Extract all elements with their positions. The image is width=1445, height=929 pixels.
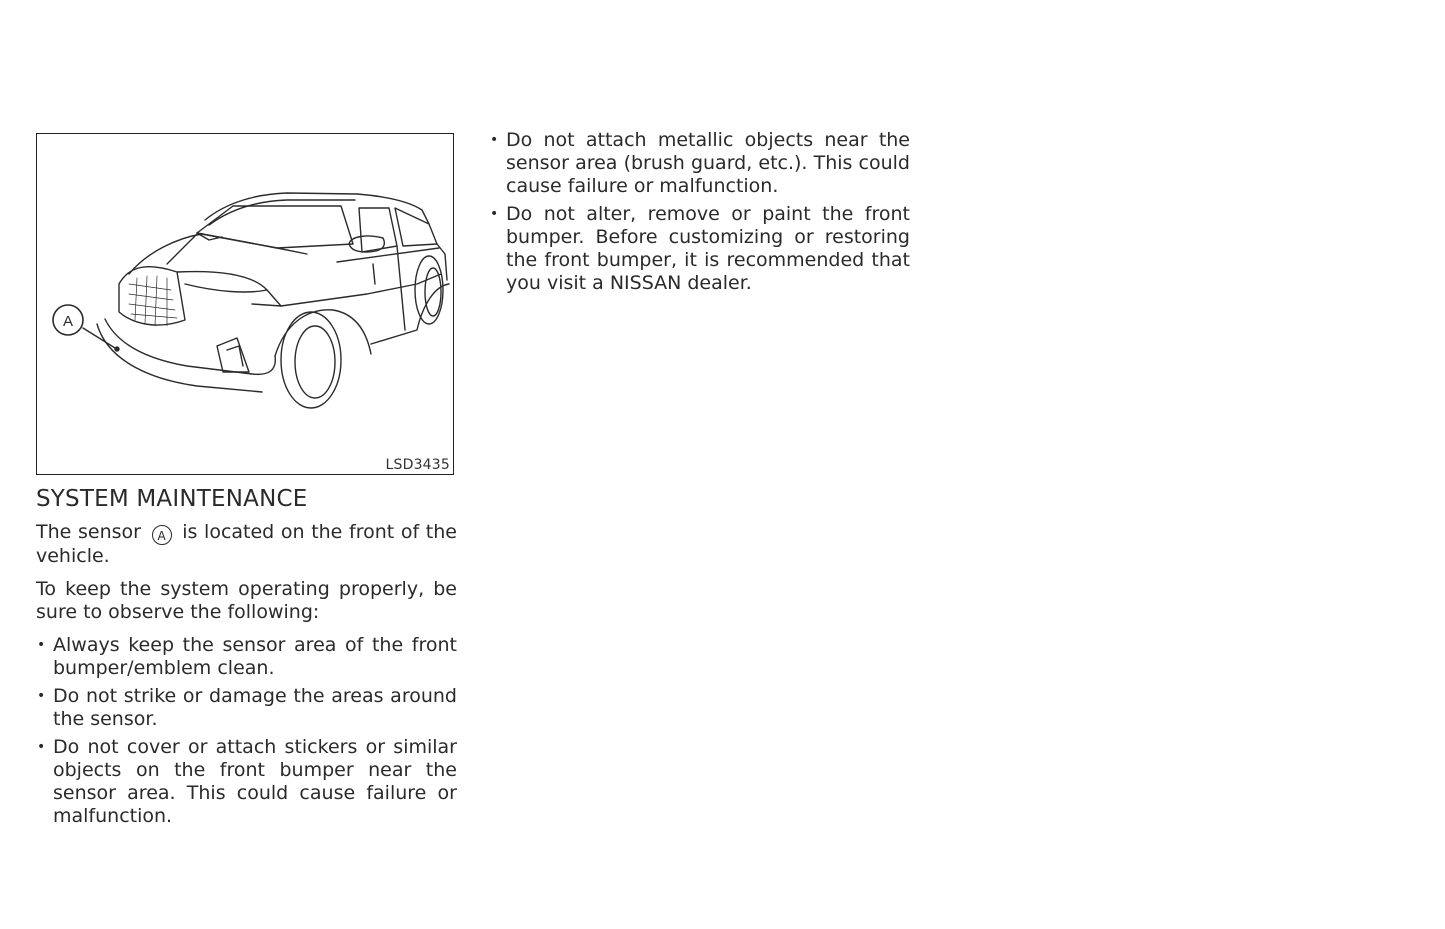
list-item — [36, 685, 457, 731]
left-bullet-list — [36, 634, 457, 828]
bullet-dot: • — [37, 688, 46, 704]
observe-paragraph: To keep the system operating properly, be sure to observe the following: — [36, 578, 457, 623]
car-illustration-figure — [36, 133, 454, 475]
bullet-dot: • — [490, 206, 499, 222]
list-item — [36, 736, 457, 828]
list-item — [489, 129, 910, 198]
sensor-location-paragraph — [36, 521, 457, 568]
list-item-text: Do not alter, remove or paint the front bumper. Before customizing or restoring the front bumper, it is recommended that you visit a NISSAN dealer. — [506, 203, 910, 294]
bullet-dot: • — [490, 132, 499, 148]
list-item — [36, 634, 457, 680]
para1-before: The sensor — [36, 521, 141, 543]
section-heading: SYSTEM MAINTENANCE — [36, 486, 308, 512]
callout-a-label: A — [62, 313, 74, 330]
list-item-text: Always keep the sensor area of the front bumper/emblem clean. — [53, 634, 457, 679]
figure-code: LSD3435 — [385, 457, 450, 473]
list-item-text: Do not cover or attach stickers or similar objects on the front bumper near the sensor area. This could cause failure or malfunction. — [53, 736, 457, 827]
list-item-text: Do not attach metallic objects near the sensor area (brush guard, etc.). This could cause failure or malfunction. — [506, 129, 910, 197]
list-item — [489, 203, 910, 295]
bullet-dot: • — [37, 637, 46, 653]
list-item-text: Do not strike or damage the areas around the sensor. — [53, 685, 457, 730]
right-column — [489, 129, 910, 300]
sensor-callout-badge: A — [152, 525, 172, 545]
para1-after: is located on the front of the vehicle. — [36, 521, 457, 567]
car-front-sensor-illustration — [37, 134, 454, 475]
bullet-dot: • — [37, 739, 46, 755]
right-bullet-list — [489, 129, 910, 295]
left-column — [36, 485, 457, 833]
